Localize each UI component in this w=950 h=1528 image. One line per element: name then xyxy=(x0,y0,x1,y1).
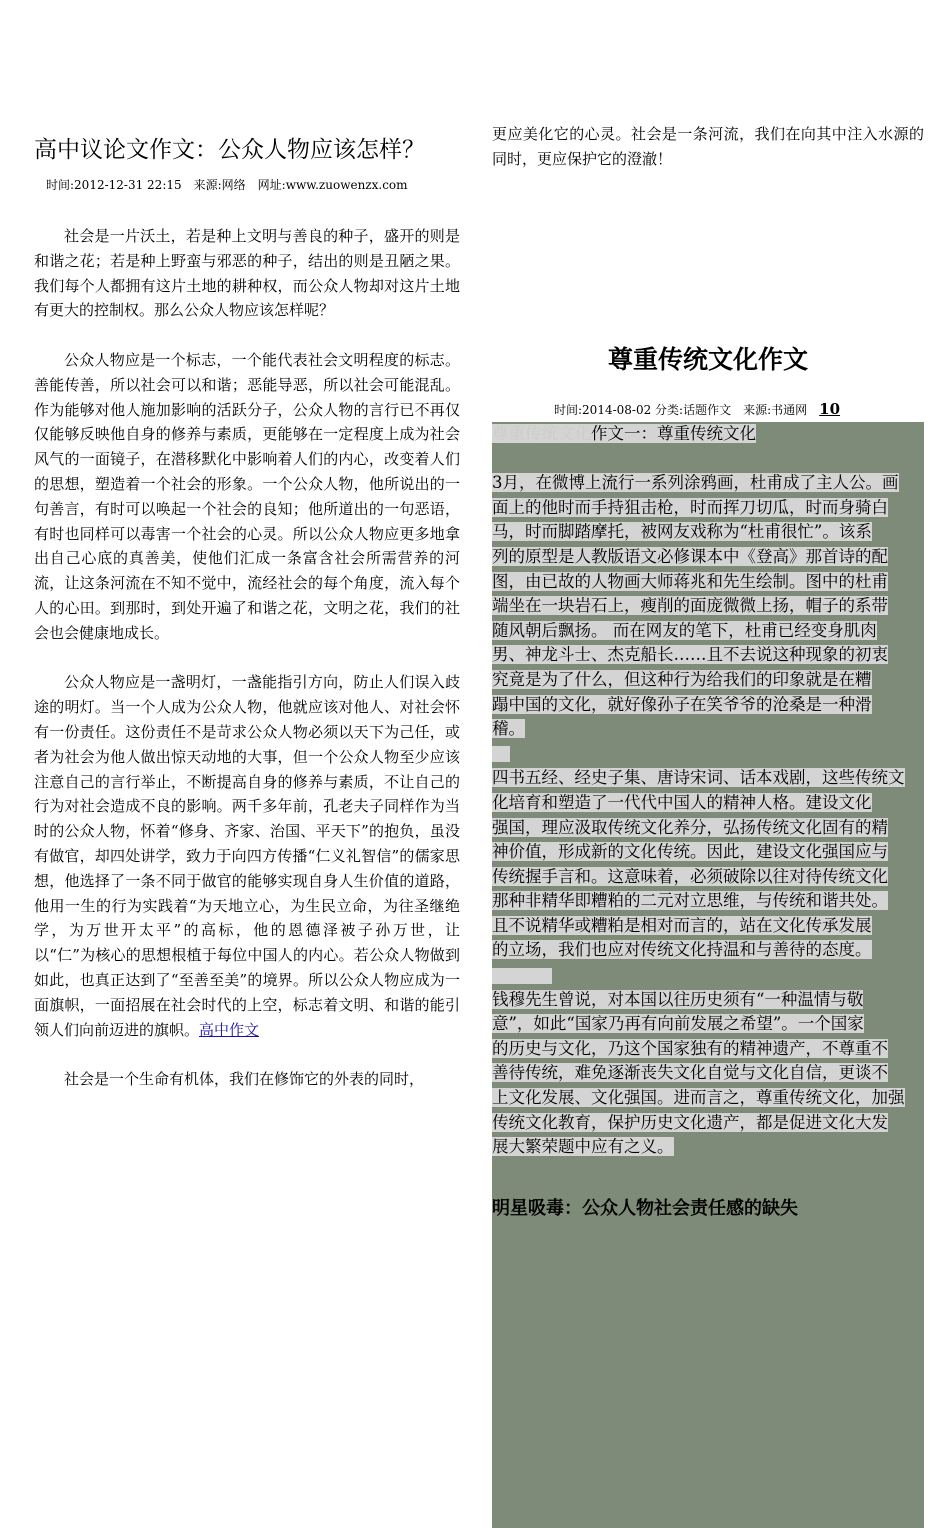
block-line xyxy=(492,594,916,619)
paragraph-3-text: 公众人物应是一盏明灯，一盏能指引方向，防止人们误入歧途的明灯。当一个人成为公众人物，他就应该对他人、对社会怀有一份责任。这份责任不是苛求公众人物必须以天下为己任，或者为社会为他人做出惊天动地的大事，但一个公众人物至少应该注意自己的言行举止，不断提高自身的修养与素质，不让自己的行为对社会造成不良的影响。两千多年前，孔老夫子同样作为当时的公众人物，怀着“修身、齐家、治国、平天下”的抱负，虽没有做官，却四处讲学，致力于向四方传播“仁义礼智信”的儒家思想，他选择了一条不同于做官的能够实现自身人生价值的道路，他用一生的行为实践着“为天地立心，为生民立命，为往圣继绝学，为万世开太平”的高标，他的恩德泽被子孙万世，让以“仁”为核心的思想根植于每位中国人的内心。若公众人物做到如此，也真正达到了“至善至美”的境界。所以公众人物应成为一面旗帜，一面招展在社会时代的上空，标志着文明、和谐的能引领人们向前迈进的旗帜。 xyxy=(34,673,460,1039)
block-line-text: 神价值，形成新的文化传统。因此，建设文化强国应与 xyxy=(492,842,888,862)
block-paragraph-1 xyxy=(492,471,916,742)
block-line-text: 随风朝后飘扬。 而在网友的笔下，杜甫已经变身肌肉 xyxy=(492,620,877,640)
block-line-text: 究竟是为了什么，但这种行为给我们的印象就是在糟 xyxy=(492,669,872,689)
block-line xyxy=(492,988,916,1013)
block-line-text: 四书五经、经史子集、唐诗宋词、话本戏剧，这些传统文 xyxy=(492,768,905,788)
block-line-text: 男、神龙斗士、杰克船长……且不去说这种现象的初衷 xyxy=(492,645,888,665)
source-link[interactable]: 书通网 xyxy=(771,403,808,417)
second-article-meta xyxy=(554,400,840,419)
paragraph-2: 公众人物应是一个标志，一个能代表社会文明程度的标志。善能传善，所以社会可以和谐；恶能导恶，所以社会可能混乱。作为能够对他人施加影响的活跃分子，公众人物的言行已不再仅仅能够反映他自身的修养与素质，更能够在一定程度上成为社会风气的一面镜子，在潜移默化中影响着人们的内心，改变着人们的思想，塑造着一个社会的形象。一个公众人物，他所说出的一句善言，有时可以唤起一个社会的良知；他所道出的一句恶语，有时也同样可以毒害一个社会的心灵。所以公众人物应更多地拿出自己心底的真善美，使他们汇成一条富含社会所需营养的河流，让这条河流在不知不觉中，流经社会的每个角度，流入每个人的心田。到那时，到处开遍了和谐之花，文明之花，我们的社会也会健康地成长。 xyxy=(34,350,460,642)
block-subheading: 明星吸毒：公众人物社会责任感的缺失 xyxy=(492,1198,798,1220)
block-line-text: 马，时而脚踏摩托，被网友戏称为“杜甫很忙”。该系 xyxy=(492,522,872,542)
block-line xyxy=(492,619,916,644)
block-line-text: 传统握手言和。这意味着，必须破除以往对待传统文化 xyxy=(492,866,888,886)
block-line xyxy=(492,1061,916,1086)
comment-count-link[interactable]: 10 xyxy=(819,400,841,418)
block-heading xyxy=(492,422,916,447)
block-line-text: 化培育和塑造了一代代中国人的精神人格。建设文化 xyxy=(492,792,872,812)
block-line-text: 图，由已故的人物画大师蒋兆和先生绘制。图中的杜甫 xyxy=(492,571,888,591)
right-column xyxy=(492,122,924,1220)
block-line xyxy=(492,840,916,865)
spacer xyxy=(492,447,916,472)
block-line xyxy=(492,938,916,963)
left-column xyxy=(34,128,460,1092)
block-line-text: 面上的他时而手持狙击枪，时而挥刀切瓜，时而身骑白 xyxy=(492,497,888,517)
block-line-text: 上文化发展、文化强国。进而言之，尊重传统文化，加强 xyxy=(492,1088,905,1108)
article-title: 高中议论文作文：公众人物应该怎样？ xyxy=(34,137,425,163)
block-line-text: 3月，在微博上流行一系列涂鸦画，杜甫成了主人公。画 xyxy=(492,473,899,493)
category-link[interactable]: 话题作文 xyxy=(683,403,732,417)
block-line-text: 端坐在一块岩石上，瘦削的面庞微微上扬，帽子的系带 xyxy=(492,596,888,616)
spacer xyxy=(492,1160,916,1185)
blank-marker xyxy=(492,746,510,762)
block-line xyxy=(492,914,916,939)
highlighted-content-block xyxy=(492,422,924,1528)
block-line xyxy=(492,496,916,521)
heading-prefix: 尊重传统文化 xyxy=(492,424,591,443)
block-line-text: 且不说精华或糟粕是相对而言的，站在文化传承发展 xyxy=(492,915,872,935)
block-line-text: 强国，理应汲取传统文化养分，弘扬传统文化固有的精 xyxy=(492,817,888,837)
block-line xyxy=(492,520,916,545)
block-line-text: 传统文化教育，保护历史文化遗产，都是促进文化大发 xyxy=(492,1112,888,1132)
article-meta: 时间:2012-12-31 22:15 来源:网络 网址:www.zuowenzx.com xyxy=(46,178,408,192)
block-line xyxy=(492,1135,916,1160)
meta-date: 时间:2014-08-02 分类: xyxy=(554,403,684,417)
block-line xyxy=(492,1111,916,1136)
block-line xyxy=(492,1037,916,1062)
block-line xyxy=(492,766,916,791)
paragraph-3 xyxy=(34,670,460,1042)
block-line-text: 列的原型是人教版语文必修课本中《登高》那首诗的配 xyxy=(492,546,888,566)
second-article-title: 尊重传统文化作文 xyxy=(607,345,808,374)
blank-marker xyxy=(492,968,552,984)
block-line xyxy=(492,717,916,742)
block-line xyxy=(492,570,916,595)
high-school-essay-link[interactable]: 高中作文 xyxy=(199,1020,260,1039)
block-line-text: 的历史与文化，乃这个国家独有的精神遗产，不尊重不 xyxy=(492,1038,888,1058)
block-line xyxy=(492,471,916,496)
block-paragraph-2 xyxy=(492,766,916,963)
heading-rest: 作文一：尊重传统文化 xyxy=(591,424,756,443)
block-line xyxy=(492,889,916,914)
block-line xyxy=(492,693,916,718)
block-line-text: 蹋中国的文化，就好像孙子在笑爷爷的沧桑是一种滑 xyxy=(492,694,872,714)
block-line-text: 的立场，我们也应对传统文化持温和与善待的态度。 xyxy=(492,940,872,960)
block-line-text: 善待传统，难免逐渐丧失文化自觉与文化自信，更谈不 xyxy=(492,1063,888,1083)
block-text xyxy=(492,422,916,1222)
blank-line xyxy=(492,963,916,988)
paragraph-4: 社会是一个生命有机体，我们在修饰它的外表的同时， xyxy=(64,1070,425,1089)
block-line-text: 那种非精华即糟粕的二元对立思维，与传统和谐共处。 xyxy=(492,891,888,911)
block-line-text: 展大繁荣题中应有之义。 xyxy=(492,1137,674,1157)
block-paragraph-3 xyxy=(492,988,916,1160)
block-line xyxy=(492,1012,916,1037)
continued-paragraph: 更应美化它的心灵。社会是一条河流，我们在向其中注入水源的同时，更应保护它的澄澈！ xyxy=(492,125,924,168)
block-line xyxy=(492,545,916,570)
block-line-text: 稽。 xyxy=(492,719,525,739)
meta-source-label: 来源: xyxy=(731,403,772,417)
block-line-text: 钱穆先生曾说，对本国以往历史须有“一种温情与敬 xyxy=(492,989,864,1009)
blank-line xyxy=(492,742,916,767)
block-line xyxy=(492,643,916,668)
block-line xyxy=(492,1086,916,1111)
paragraph-1: 社会是一片沃土，若是种上文明与善良的种子，盛开的则是和谐之花；若是种上野蛮与邪恶的种子，结出的则是丑陋之果。我们每个人都拥有这片土地的耕种权，而公众人物却对这片土地有更大的控制权。那么公众人物应该怎样呢？ xyxy=(34,227,460,320)
block-line xyxy=(492,865,916,890)
block-line-text: 意”，如此“国家乃再有向前发展之希望”。一个国家 xyxy=(492,1014,864,1034)
block-line xyxy=(492,668,916,693)
block-line xyxy=(492,791,916,816)
block-line xyxy=(492,816,916,841)
